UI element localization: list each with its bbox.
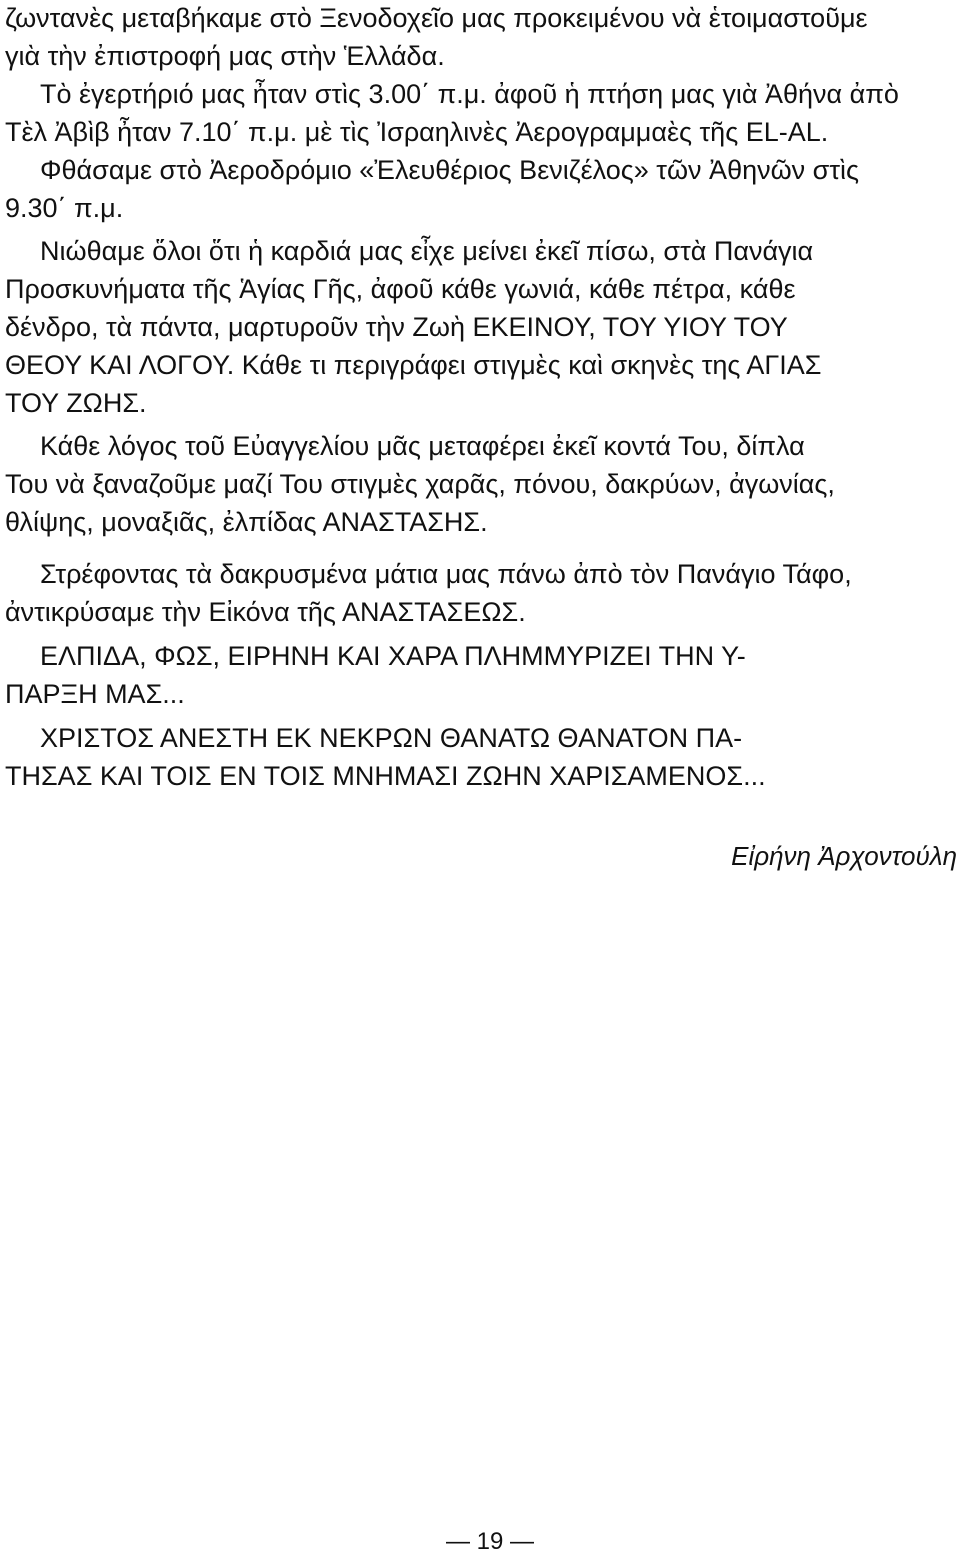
text-line: Στρέφοντας τὰ δακρυσμένα μάτια μας πάνω ἀπὸ τὸν Πανάγιο Τάφο,: [40, 559, 852, 589]
text-line: Τὲλ Ἀβὶβ ἦταν 7.10΄ π.μ. μὲ τὶς Ἰσραηλινὲς Ἀερογραμμαὲς τῆς EL-AL.: [5, 117, 829, 147]
text-line: Τὸ ἐγερτήριό μας ἦταν στὶς 3.00΄ π.μ. ἀφοῦ ἡ πτήση μας γιὰ Ἀθήνα ἀπὸ: [40, 79, 899, 109]
text-line: Προσκυνήματα τῆς Ἁγίας Γῆς, ἀφοῦ κάθε γωνιά, κάθε πέτρα, κάθε: [5, 274, 796, 304]
text-line: 9.30΄ π.μ.: [5, 193, 124, 223]
page-number: — 19 —: [445, 1528, 535, 1555]
text-line: ΘΕΟΥ ΚΑΙ ΛΟΓΟΥ. Κάθε τι περιγράφει στιγμὲς καὶ σκηνὲς της ΑΓΙΑΣ: [5, 350, 822, 380]
text-line: δένδρο, τὰ πάντα, μαρτυροῦν τὴν Ζωὴ ΕΚΕΙΝΟΥ, ΤΟΥ ΥΙΟΥ ΤΟΥ: [5, 312, 788, 342]
text-line: γιὰ τὴν ἐπιστροφή μας στὴν Ἑλλάδα.: [5, 41, 445, 71]
text-line: ΤΗΣΑΣ ΚΑΙ ΤΟΙΣ ΕΝ ΤΟΙΣ ΜΝΗΜΑΣΙ ΖΩΗΝ ΧΑΡΙΣΑΜΕΝΟΣ...: [5, 761, 766, 791]
text-line: ΕΛΠΙΔΑ, ΦΩΣ, ΕΙΡΗΝΗ ΚΑΙ ΧΑΡΑ ΠΛΗΜΜΥΡΙΖΕΙ ΤΗΝ Υ-: [40, 641, 746, 671]
text-line: Νιώθαμε ὅλοι ὅτι ἡ καρδιά μας εἶχε μείνει ἐκεῖ πίσω, στὰ Πανάγια: [40, 236, 814, 266]
text-line: ζωντανὲς μεταβήκαμε στὸ Ξενοδοχεῖο μας προκειμένου νὰ ἑτοιμαστοῦμε: [5, 3, 868, 33]
text-line: ἀντικρύσαμε τὴν Εἰκόνα τῆς ΑΝΑΣΤΑΣΕΩΣ.: [5, 597, 526, 627]
text-line: ΧΡΙΣΤΟΣ ΑΝΕΣΤΗ ΕΚ ΝΕΚΡΩΝ ΘΑΝΑΤΩ ΘΑΝΑΤΟΝ ΠΑ-: [40, 723, 743, 753]
text-line: ΤΟΥ ΖΩΗΣ.: [5, 388, 147, 418]
text-line: ΠΑΡΞΗ ΜΑΣ...: [5, 679, 185, 709]
text-line: Του νὰ ξαναζοῦμε μαζί Του στιγμὲς χαρᾶς, πόνου, δακρύων, ἀγωνίας,: [5, 469, 835, 499]
author-signature: Εἰρήνη Ἀρχοντούλη: [731, 841, 957, 871]
text-line: Κάθε λόγος τοῦ Εὐαγγελίου μᾶς μεταφέρει ἐκεῖ κοντά Του, δίπλα: [40, 431, 805, 461]
text-line: Φθάσαμε στὸ Ἀεροδρόμιο «Ἐλευθέριος Βενιζέλος» τῶν Ἀθηνῶν στὶς: [40, 155, 860, 185]
text-line: θλίψης, μοναξιᾶς, ἐλπίδας ΑΝΑΣΤΑΣΗΣ.: [5, 507, 488, 537]
